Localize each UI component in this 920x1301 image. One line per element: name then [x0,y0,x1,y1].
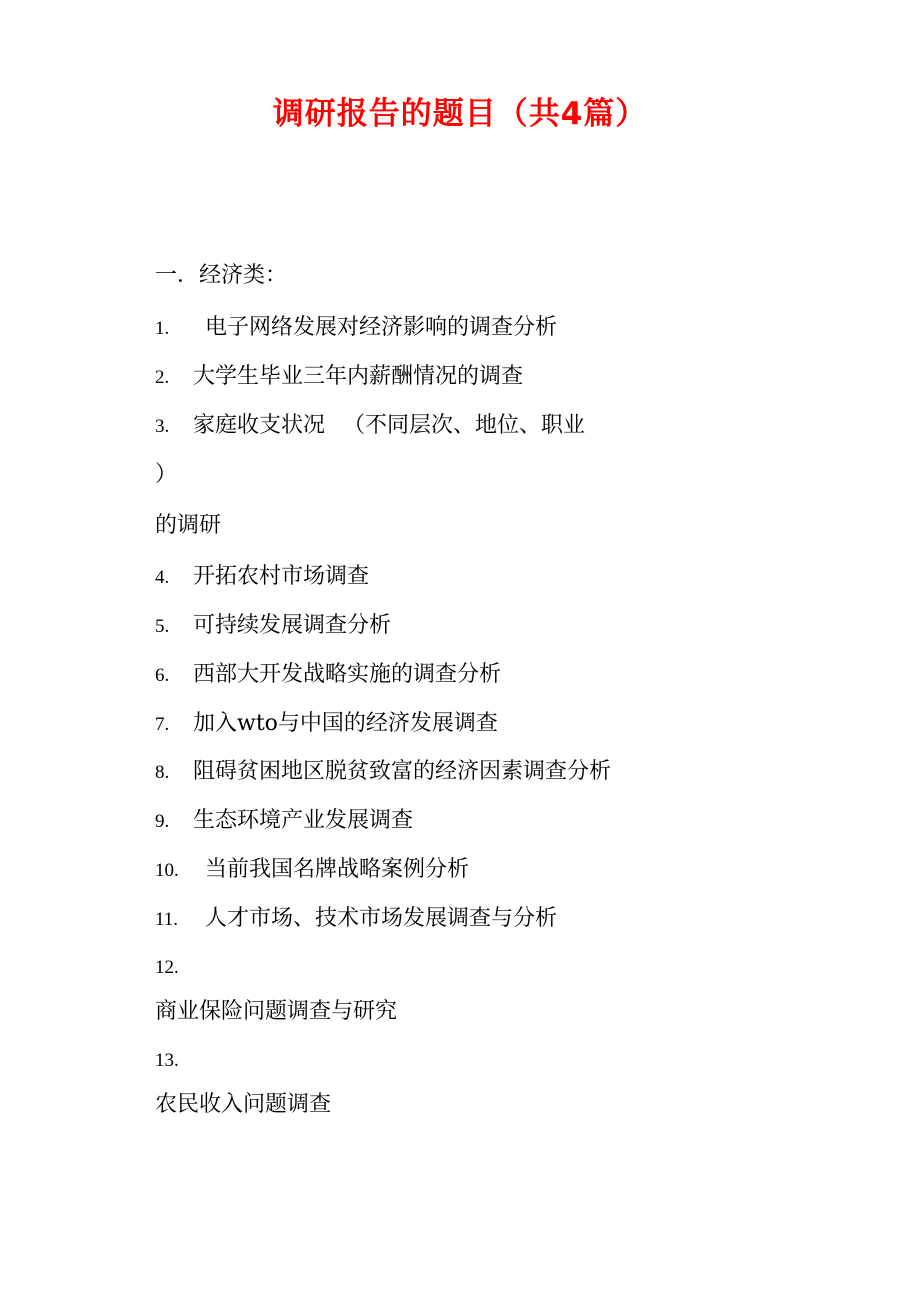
item-number: 12. [155,957,179,978]
list-item [155,362,523,393]
item-text-cont: 的调研 [155,513,222,538]
paren-close: ） [155,462,178,487]
list-item [155,562,369,593]
item-text: 开拓农村市场调查 [193,564,370,589]
item-text: 家庭收支状况 [193,413,326,438]
list-item [155,611,391,642]
item-number: 2. [155,367,170,388]
item-text: 生态环境产业发展调查 [193,808,414,833]
list-item [155,411,585,442]
item-number: 10. [155,860,179,881]
item-text: 当前我国名牌战略案例分析 [205,857,470,882]
item-text: 人才市场、技术市场发展调查与分析 [205,906,558,931]
item-text: 西部大开发战略实施的调查分析 [193,662,502,687]
item-text: 电子网络发展对经济影响的调查分析 [205,315,558,340]
item-text: 加入wto与中国的经济发展调查 [193,711,498,736]
item-number: 7. [155,714,170,735]
list-item [155,806,413,837]
item-number: 9. [155,811,170,832]
item-number: 11. [155,909,179,930]
list-item [155,1045,179,1076]
item-text-cont: 农民收入问题调查 [155,1092,332,1117]
list-item [155,952,179,983]
item-number: 6. [155,665,170,686]
item-number: 4. [155,567,170,588]
list-item [155,660,501,691]
list-item [155,757,611,788]
list-item [155,904,557,935]
item-text-cont: 商业保险问题调查与研究 [155,999,398,1024]
list-item [155,313,557,344]
item-text: 阻碍贫困地区脱贫致富的经济因素调查分析 [193,759,612,784]
item-number: 5. [155,616,170,637]
document-title: 调研报告的题目（共4篇） [272,96,648,132]
item-number: 13. [155,1050,179,1071]
list-item [155,855,469,886]
item-number: 1. [155,318,170,339]
item-number: 8. [155,762,170,783]
item-text: 大学生毕业三年内薪酬情况的调查 [193,364,524,389]
section-heading: 一．经济类： [155,263,288,288]
list-item [155,709,498,740]
item-number: 3. [155,416,170,437]
item-text-cont: （不同层次、地位、职业 [343,413,586,438]
item-text: 可持续发展调查分析 [193,613,392,638]
